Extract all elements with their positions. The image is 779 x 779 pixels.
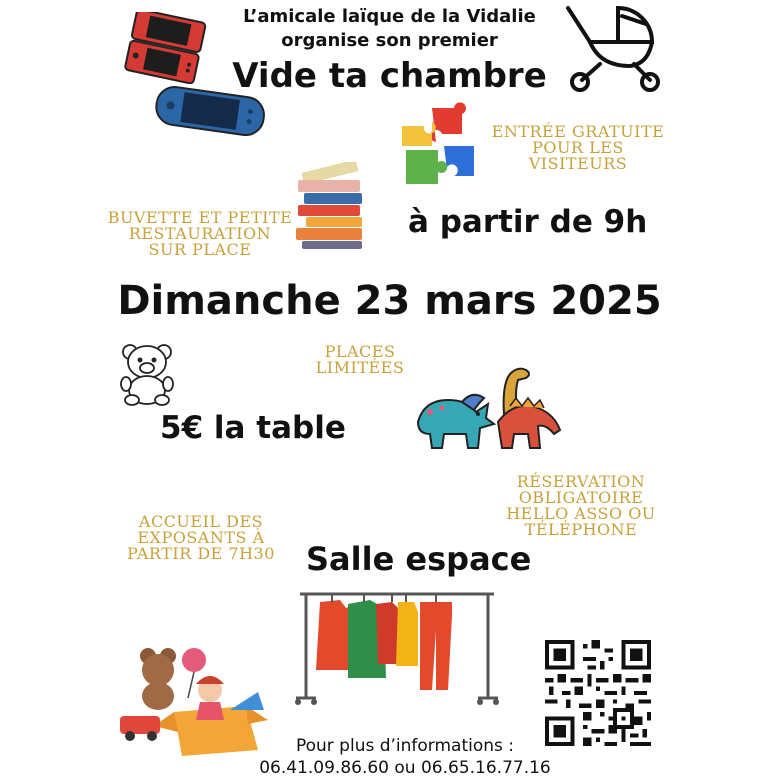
buvette-note: BUVETTE ET PETITE RESTAURATION SUR PLACE [107,208,293,259]
reservation-note: RÉSERVATION OBLIGATOIRE HELLO ASSO OU TÉLÉPHONE [506,472,656,539]
start-time: à partir de 9h [408,204,648,240]
accueil-note: ACCUEIL DES EXPOSANTS À PARTIR DE 7H30 [127,512,275,563]
clothes-rack-icon [292,586,502,712]
organizer-line: L’amicale laïque de la Vidalie [243,6,536,27]
handheld-console-icon [150,84,270,144]
game-console-icon [118,12,218,88]
entry-note: ENTRÉE GRATUITE POUR LES VISITEURS [491,122,665,173]
table-price: 5€ la table [160,410,346,446]
info-label: Pour plus d’informations : [295,736,515,756]
organizer-subline: organise son premier [281,30,498,51]
event-date: Dimanche 23 mars 2025 [117,278,662,324]
phone-numbers: 06.41.09.86.60 ou 06.65.16.77.16 [259,758,551,778]
stroller-icon [560,2,670,98]
event-title: Vide ta chambre [232,56,547,96]
places-note: PLACES LIMITÉES [315,342,405,377]
dinosaurs-icon [414,364,564,460]
qr-code-icon[interactable] [545,640,651,750]
teddy-bear-icon [118,342,176,412]
puzzle-icon [398,100,482,196]
venue-name: Salle espace [306,540,532,578]
books-icon [292,162,372,256]
